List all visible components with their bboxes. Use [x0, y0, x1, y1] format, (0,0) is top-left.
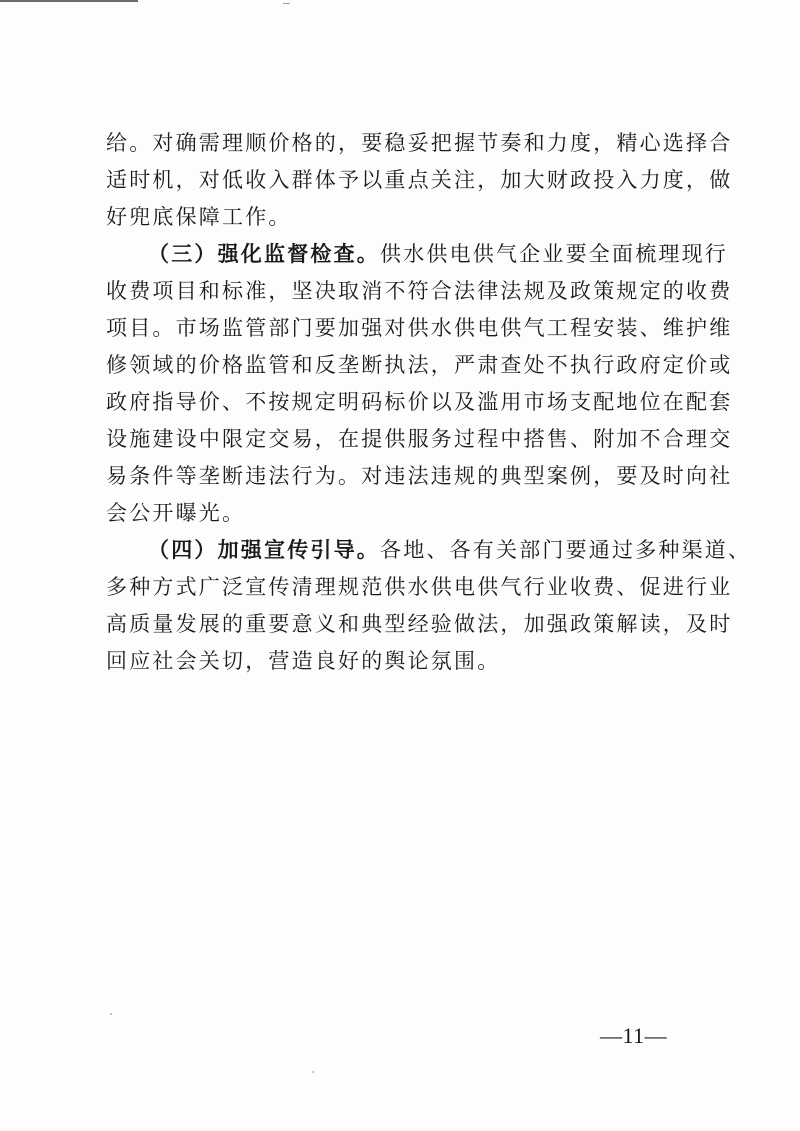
text-line: 收费项目和标准，坚决取消不符合法律法规及政策规定的收费 [106, 279, 733, 303]
text-line: 会公开曝光。 [106, 501, 246, 525]
text-line: 项目。市场监管部门要加强对供水供电供气工程安装、维护维 [106, 316, 733, 340]
section-heading-publicity: （四）加强宣传引导。 [148, 538, 380, 562]
text-line: 高质量发展的重要意义和典型经验做法，加强政策解读，及时 [106, 612, 733, 636]
text-line: 给。对确需理顺价格的，要稳妥把握节奏和力度，精心选择合 [106, 131, 733, 155]
section-heading-supervision: （三）强化监督检查。 [148, 242, 380, 266]
text-line [106, 532, 752, 569]
header-mark [283, 3, 290, 4]
paragraph-publicity [106, 532, 752, 680]
text-line: 适时机，对低收入群体予以重点关注，加大财政投入力度，做 [106, 168, 733, 192]
scan-speck [110, 1013, 112, 1015]
paragraph-continuation [106, 125, 733, 236]
paragraph-supervision [106, 236, 733, 532]
text-line: 设施建设中限定交易，在提供服务过程中搭售、附加不合理交 [106, 427, 733, 451]
document-body [106, 125, 752, 680]
text-line: 好兜底保障工作。 [106, 205, 292, 229]
text-line [106, 236, 728, 273]
header-rule [0, 0, 138, 2]
text-line: 政府指导价、不按规定明码标价以及滥用市场支配地位在配套 [106, 390, 733, 414]
text-line: 易条件等垄断违法行为。对违法违规的典型案例，要及时向社 [106, 464, 733, 488]
text-line: 回应社会关切，营造良好的舆论氛围。 [106, 649, 501, 673]
text-segment: 各地、各有关部门要通过多种渠道、 [380, 538, 752, 562]
page-number: —11— [600, 1023, 668, 1048]
scan-speck [312, 1071, 314, 1073]
text-line: 多种方式广泛宣传清理规范供水供电供气行业收费、促进行业 [106, 575, 733, 599]
text-segment: 供水供电供气企业要全面梳理现行 [380, 242, 728, 266]
text-line: 修领域的价格监管和反垄断执法，严肃查处不执行政府定价或 [106, 353, 733, 377]
